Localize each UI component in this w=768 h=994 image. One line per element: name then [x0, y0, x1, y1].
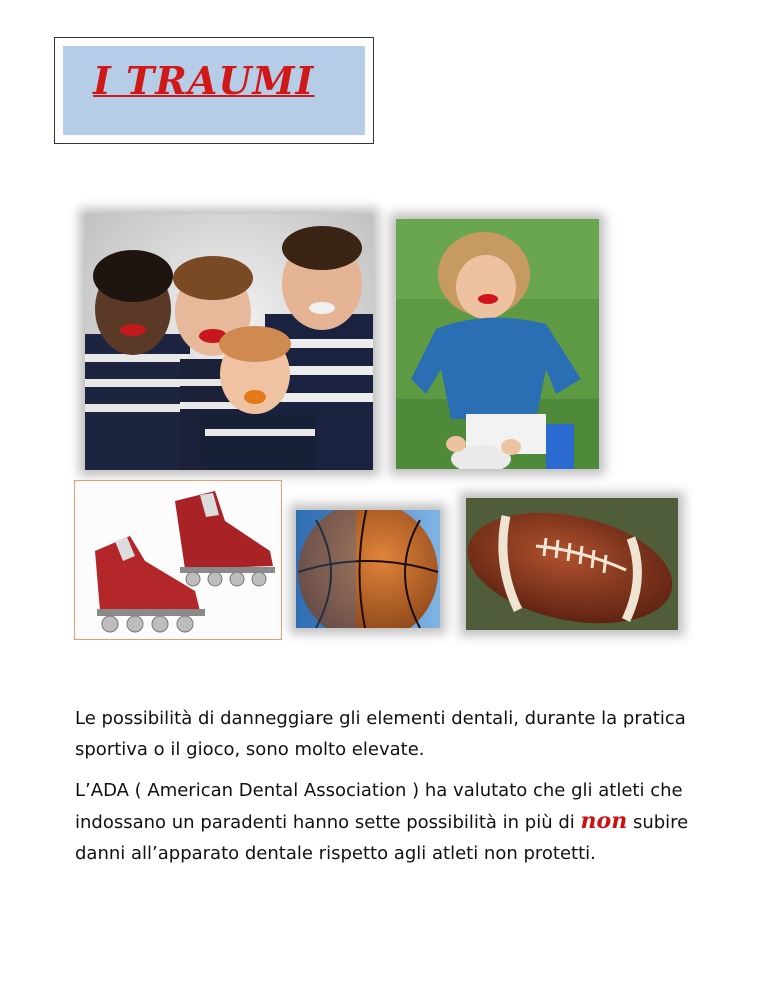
page-title: I TRAUMI: [93, 58, 315, 103]
body-text: [75, 703, 715, 879]
title-box: [54, 37, 374, 144]
emphasis-non: non: [580, 808, 628, 834]
photo-basketball: [296, 510, 440, 628]
paragraph-2-start: L’ADA ( American Dental Association ) ha valutato che gli atleti che indossano un paradenti hanno sette possibilità in più di: [75, 780, 683, 833]
photo-child-on-grass: [396, 219, 599, 469]
photo-boys-with-mouthguards: [85, 214, 373, 470]
paragraph-1: Le possibilità di danneggiare gli elementi dentali, durante la pratica sportiva o il gioco, sono molto elevate.: [75, 708, 686, 760]
photo-american-football: [466, 498, 678, 630]
paragraph-2: [75, 775, 715, 869]
photo-inline-skates: [74, 480, 282, 640]
title-background: [63, 46, 365, 135]
paragraph-2-end: subire danni all’apparato dentale rispetto agli atleti non protetti.: [75, 812, 689, 864]
